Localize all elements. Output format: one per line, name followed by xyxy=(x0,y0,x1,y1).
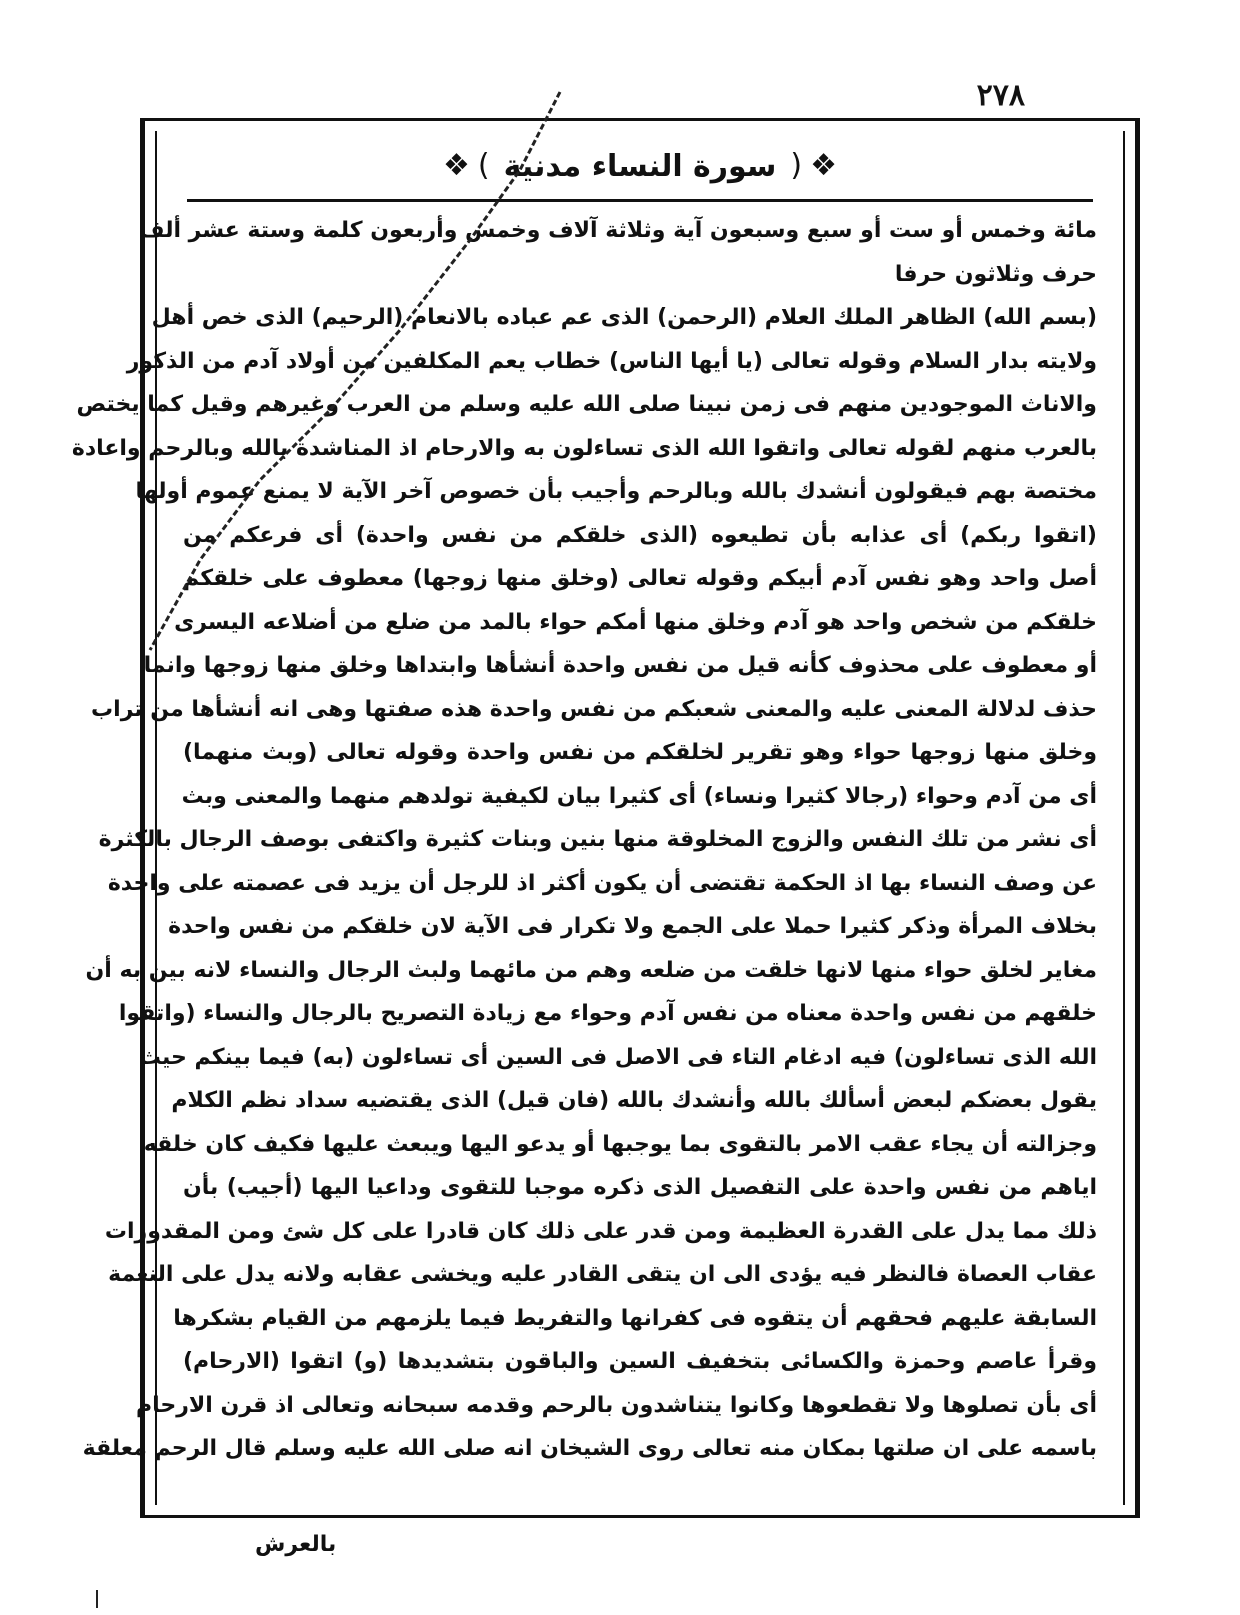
text-line: (بسم الله) الظاهر الملك العلام (الرحمن) الذى عم عباده بالانعام (الرحيم) الذى خص أهل xyxy=(151,305,1097,330)
text-line: أى بأن تصلوها ولا تقطعوها وكانوا يتناشدون بالرحم وقدمه سبحانه وتعالى اذ قرن الارحام xyxy=(135,1392,1097,1418)
text-line: الله الذى تساءلون) فيه ادغام التاء فى الاصل فى السين أى تساءلون (به) فيما بينكم حيث xyxy=(138,1044,1097,1070)
catchword: بالعرش xyxy=(255,1532,337,1557)
text-line: وجزالته أن يجاء عقب الامر بالتقوى بما يوجبها أو يدعو اليها ويبعث عليها فكيف كان خلقه xyxy=(143,1131,1097,1157)
text-line: وخلق منها زوجها حواء وهو تقرير لخلقكم من نفس واحدة وقوله تعالى (وبث منهما) xyxy=(183,740,1097,765)
text-line: اياهم من نفس واحدة على التفصيل الذى ذكره موجبا للتقوى وداعيا اليها (أجيب) بأن xyxy=(183,1175,1097,1200)
text-line: حذف لدلالة المعنى عليه والمعنى شعبكم من نفس واحدة هذه صفتها وهى انه أنشأها من تراب xyxy=(91,696,1097,722)
text-line: وقرأ عاصم وحمزة والكسائى بتخفيف السين والباقون بتشديدها (و) اتقوا (الارحام) xyxy=(183,1349,1097,1374)
text-line: أو معطوف على محذوف كأنه قيل من نفس واحدة أنشأها وابتداها وخلق منها زوجها وانما xyxy=(143,653,1097,678)
margin-mark xyxy=(96,1590,98,1608)
text-line: (اتقوا ربكم) أى عذابه بأن تطيعوه (الذى خلقكم من نفس واحدة) أى فرعكم من xyxy=(183,522,1097,548)
text-line: باسمه على ان صلتها بمكان منه تعالى روى الشيخان انه صلى الله عليه وسلم قال الرحم معلقة xyxy=(82,1436,1097,1461)
text-line: مغاير لخلق حواء منها لانها خلقت من ضلعه وهم من مائهما ولبث الرجال والنساء لانه بين به أن xyxy=(85,957,1097,983)
surah-header xyxy=(165,139,1115,193)
text-line: عقاب العصاة فالنظر فيه يؤدى الى ان يتقى القادر عليه ويخشى عقابه ولانه يدل على النعمة xyxy=(108,1262,1097,1287)
text-line: والاناث الموجودين منهم فى زمن نبينا صلى الله عليه وسلم من العرب وغيرهم وقيل كما يختص xyxy=(76,392,1097,417)
text-line: ولايته بدار السلام وقوله تعالى (يا أيها الناس) خطاب يعم المكلفين من أولاد آدم من الذكور xyxy=(126,348,1097,374)
header-divider xyxy=(187,199,1093,202)
text-line: أى نشر من تلك النفس والزوج المخلوقة منها بنين وبنات كثيرة واكتفى بوصف الرجال بالكثرة xyxy=(98,827,1097,852)
ornament-right-icon: ❖ xyxy=(810,148,837,183)
surah-title: سورة النساء مدنية xyxy=(503,148,777,184)
text-line: خلقكم من شخص واحد هو آدم وخلق منها أمكم حواء بالمد من ضلع من أضلاعه اليسرى xyxy=(174,609,1097,635)
text-line: أى من آدم وحواء (رجالا كثيرا ونساء) أى كثيرا بيان لكيفية تولدهم منهما والمعنى وبث xyxy=(181,783,1097,809)
text-line: بخلاف المرأة وذكر كثيرا حملا على الجمع ولا تكرار فى الآية لان خلقكم من نفس واحدة xyxy=(168,914,1097,939)
text-line: حرف وثلاثون حرفا xyxy=(894,261,1097,287)
text-line: مختصة بهم فيقولون أنشدك بالله وبالرحم وأجيب بأن خصوص آخر الآية لا يمنع عموم أولها xyxy=(135,479,1097,504)
text-line: مائة وخمس أو ست أو سبع وسبعون آية وثلاثة آلاف وخمس وأربعون كلمة وستة عشر ألف xyxy=(139,218,1097,243)
text-line: يقول بعضكم لبعض أسألك بالله وأنشدك بالله (فان قيل) الذى يقتضيه سداد نظم الكلام xyxy=(171,1088,1097,1113)
text-line: ذلك مما يدل على القدرة العظيمة ومن قدر على ذلك كان قادرا على كل شئ ومن المقدورات xyxy=(104,1218,1097,1244)
text-line: بالعرب منهم لقوله تعالى واتقوا الله الذى تساءلون به والارحام اذ المناشدة بالله وبالرحم واعادة xyxy=(71,435,1097,461)
page-frame xyxy=(71,118,1140,1518)
ornament-left-icon: ❖ xyxy=(443,148,470,183)
bracket-right-icon: ) xyxy=(790,148,803,183)
text-line: أصل واحد وهو نفس آدم أبيكم وقوله تعالى (وخلق منها زوجها) معطوف على خلقكم xyxy=(183,566,1097,591)
commentary-text xyxy=(71,209,1097,1471)
text-line: خلقهم من نفس واحدة معناه من نفس آدم وحواء مع زيادة التصريح بالرجال والنساء (واتقوا xyxy=(118,1001,1097,1026)
text-line: عن وصف النساء بها اذ الحكمة تقتضى أن يكون أكثر اذ للرجل أن يزيد فى عصمته على واحدة xyxy=(107,870,1097,896)
bracket-left-icon: ( xyxy=(477,148,490,183)
page-number: ٢٧٨ xyxy=(976,78,1025,113)
text-line: السابقة عليهم فحقهم أن يتقوه فى كفرانها والتفريط فيما يلزمهم من القيام بشكرها xyxy=(173,1305,1097,1331)
